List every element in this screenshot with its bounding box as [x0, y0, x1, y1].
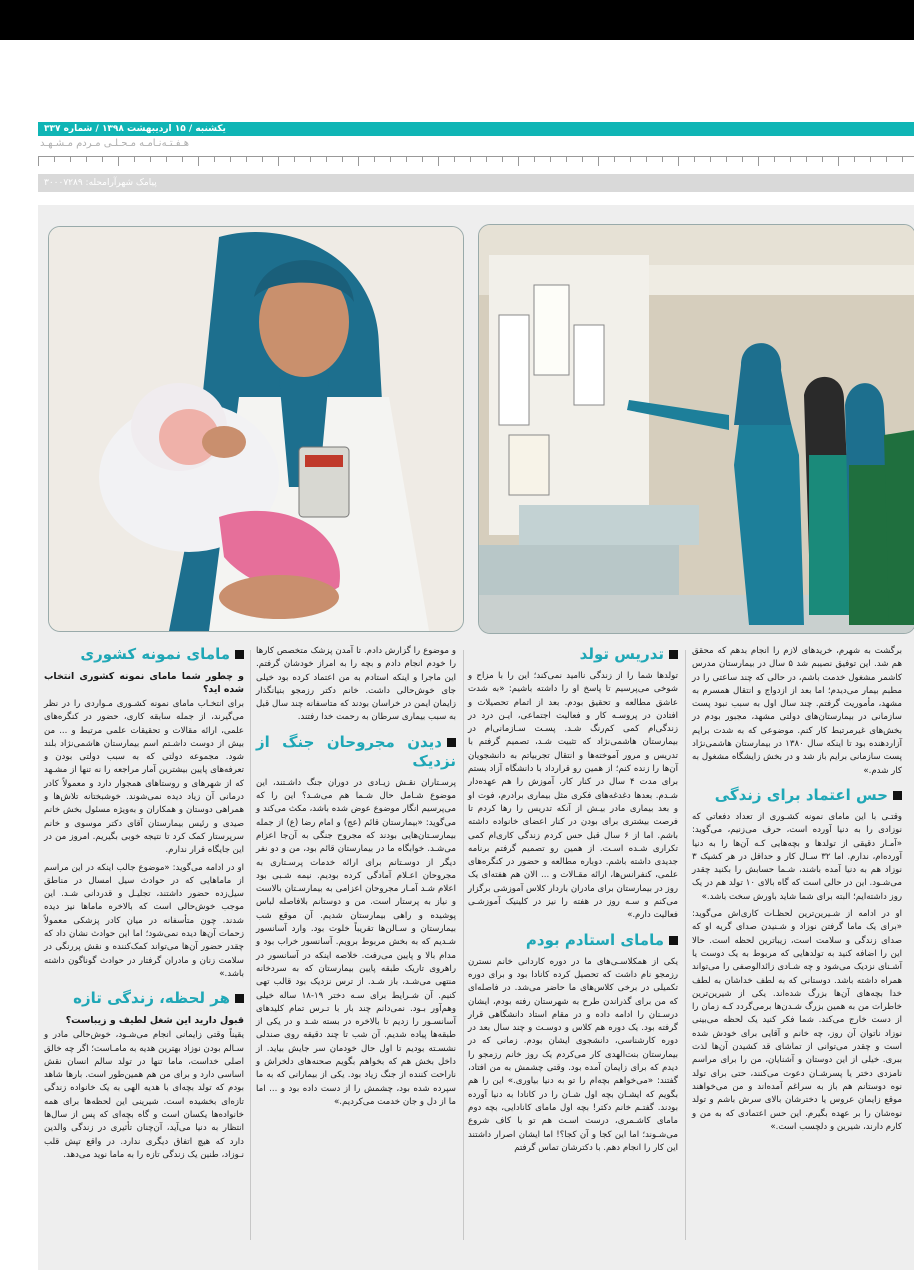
column-divider [685, 650, 686, 1240]
ruler-tick [310, 157, 311, 162]
article-column-1 [692, 645, 902, 1138]
ruler-tick [438, 157, 439, 166]
ruler-tick [566, 157, 567, 162]
ruler-tick [214, 157, 215, 162]
section-heading-teaching [468, 645, 678, 664]
ruler-tick [518, 157, 519, 166]
ruler-tick [838, 157, 839, 166]
ruler-tick [278, 157, 279, 166]
ruler-tick [326, 157, 327, 162]
ruler-tick [406, 157, 407, 162]
ruler-tick [854, 157, 855, 162]
issue-date-line: یکشنبه / ۱۵ اردیبهشت ۱۳۹۸ / شماره ۳۳۷ [44, 124, 226, 134]
ruler-tick [358, 157, 359, 166]
ruler-tick [54, 157, 55, 162]
paragraph: او در ادامه می‌گوید: «موضوع جالب اینکه در این مراسم از ماماهایی که در حوادث سیل امسال در مناطق سیل‌زده حضور داشتند، تجلیـل و قدردانی شـد. این موجب خوش‌حالی است که بالاخره ماماها نیز دیده شدند. چون متأسفانه در میان کادر پزشکی معمولاً زحمات آن‌ها دیده نمی‌شود؛ اما این حوادث نشان داد که چقدر حضور آن‌ها می‌تواند کمک‌کننده و نقش پررنگی در سلامت زنان و مادران گرفتار در حوادث گوناگون داشته باشد.» [44, 862, 244, 979]
corridor-photo-illustration [479, 225, 914, 633]
ruler-tick [598, 157, 599, 166]
ruler-tick [694, 157, 695, 162]
ruler-tick [870, 157, 871, 162]
paragraph: برای انتخـاب مامای نمونه کشـوری مـواردی را در نظر می‌گیرند، از جمله سابقه کاری، حضور در کنگره‌های علمی، ارائه مقالات و تحقیقات علمی مرتبط و ... من بیش از دوست داشـتم اسم بیمارستان هاشمی‌نژاد بلند شود. مجموعه دولتی که به سبب دولتی بودن و تعرفه‌های پایین بیشترین آمار مراجعه را نه تنها از مشـهد که از شهرهای و روستاهای همجوار دارد و معمولاً کادر درمانی آن زیاد دیده نمی‌شوند. خوشبختانه تلاش‌ها و همراهی دوستان و همکاران و به‌ویژه مسئول بخش خانم صیدی و رئیس بیمارستان آقای دکتر موسوی و خانم سرپرستار کمک کرد تا نتیجه خوبی بگیریم. امروز من در این جایگاه قرار ندارم. [44, 699, 244, 856]
ruler-tick [550, 157, 551, 162]
ruler-tick [374, 157, 375, 162]
sms-bar [38, 174, 914, 192]
top-black-bar [0, 0, 914, 40]
ruler-tick [486, 157, 487, 162]
interview-question: قبول دارید این شغل لطیف و زیباست؟ [65, 1015, 244, 1027]
publication-subtitle: هـفـتـه‌نـامـه مـحـلـی مـردم مـشـهـد [40, 138, 190, 149]
paragraph: وقتـی با این مامای نمونه کشـوری از تعداد دفعاتی که نوزادی را به دنیا آورده است، حرف می‌زنیم، می‌گوید: «آمـار دقیقی از تولدها و بچه‌هایی کـه آن‌ها را به دنیا آورده‌ام، ندارم. اما ۳۲ سـال کار و حداقل در هر کشیک ۳ نوزاد هم به دنیا آمده باشند، شـما حسابش را بکنید چقدر می‌شـود. این در حالی است که گاه بالای ۱۰ تولد هم در یک روز داشته‌ایم؛ البته برای شما شاید باورش سخت باشد.» [692, 811, 902, 902]
ruler-tick [886, 157, 887, 162]
ruler-tick [726, 157, 727, 162]
ruler-tick [534, 157, 535, 162]
paragraph: تولدها شما را از زندگی ناامید نمی‌کند؛ این را با مزاح و شوخی می‌پرسیم تا پاسخ او را داشته باشیم: «به شدت عاشق مطالعه و تحقیق بودم. بعد از اتمام تحصیلات و افتادن در پروسـه کار و فعالیت اجتماعی، ایـن درد در زندگی‌ام کمی کم‌رنگ شـد. پسـت سـازمانی‌ام در بیمارستان هاشمی‌نژاد که تثبیت شـد، تصمیم گرفتم با تدریس و مرور آموخته‌ها و انتقال تجربیاتم به دانشجویان آن‌ها را زنده کنم؛ از همین رو قرارداد با دانشگاه آزاد بستم برای مدت ۴ سال در کنار کار، آموزش را هم عهده‌دار شـدم. بعدها دغدغه‌های فکری مثل بیماری برادرم، فوت او و بعد بیماری مادر بیـش از آنکه تدریس را رها کردم تا فرصت بیشتری برای بودن در کنار اعضای خانواده داشته باشم. اما از ۶ سال قبل حس کردم زندگی کاری‌ام کمی تکراری شـده اسـت. از همین رو تصمیم گرفتم برنامه جدیدی داشته باشم. دوباره مطالعه و حضور در کنگره‌های علمی، کنفرانس‌ها، ارائه مقـالات و ... الان هم هفته‌ای یک روز در بیمارستان برای مادران باردار کلاس آموزشی برگزار می‌کنم و سـه روز در هفته را نیز در کلینیک آموزشـی فعالیت دارم.» [468, 671, 678, 921]
section-heading-new-life [44, 989, 244, 1008]
article-column-3 [256, 645, 456, 1113]
newborn-photo-illustration [49, 227, 463, 631]
ruler-tick [582, 157, 583, 162]
bullet-square-icon [235, 994, 244, 1003]
bullet-square-icon [669, 650, 678, 659]
ruler-tick [118, 157, 119, 166]
heading-text: حس اعتماد برای زندگی [714, 785, 888, 804]
paragraph: پرسـتاران نقـش زیـادی در دوران جنگ داشـتند، این موضوع شـامل حال شـما هم می‌شـد؟ این را که می‌پرسیم انگار موضوع عوض شده باشد، مکث می‌کند و می‌گوید: «بیمارستان قائم (عج) و امام رضا (ع) از جمله بیمارسـتان‌هایی بودند که مجروح جنگی به آن‌جا اعزام می‌شـد. خوابگاه ما در بیمارستان قائم بود، من و دو نفر دیگر از دوسـتانم برای ارائه خدمات پرسـتاری به مجروحان اعـلام آمادگی کرده بودیم. نیمه شـبی بود اعلام شـد آمـار مجروحان اعزامی به بیمارسـتان بالاست و نیاز به پرستار است. من و دوستانم بلافاصله لباس پوشیده و راهی بیمارستان شدیم. آن موقع شب بیمارستان و سـالن‌ها تقریباً خلوت بود. وارد آسانسور شـدیم که به بخش مربوط برویم. آسانسور خراب بود و مدام بالا و پایین می‌رفت. خلاصه اینکه در آسانسور در راهروی تاریک طبقه پایین بیمارستان که به سردخانه منتهی می‌شـد، باز شـد. از ترس نزدیک بود قالب تهی کنیم. آن شـرایط برای سـه دختر ۱۹-۱۸ ساله خیلی وهم‌آور بـود. نمی‌دانم چند بار با تـرس تمام کلیدهای آسانسـور را زدیم تا بالاخره در بسته شـد و در یکی از طبقه‌ها پیاده شدیم. آن شب تا چند دقیقه روی صندلی نشسـته بودیم تا اول حال خودمان سر جایش بیاید. از داخل بخش هم که بخواهم بگویم صحنه‌های دلخراش و ناراحت کننده از جنگ زیاد بود. یکی از بیمارانی که به ما سپرده شده بود، چشمش را از دست داده بود و ... اما ما از دل و جان خدمت می‌کردیم.» [256, 777, 457, 1107]
ruler-tick [134, 157, 135, 162]
ruler-tick [294, 157, 295, 162]
photo-midwife-in-corridor [478, 224, 914, 634]
ruler-tick [182, 157, 183, 162]
paragraph: او در ادامه از شـیرین‌ترین لحظـات کاری‌اش می‌گوید: «برای یک ماما گرفتن نوزاد و شـنیدن صدای گریه او که صدای زندگی و سلامت است، زیباترین لحظه است. حالا این را اضافه کنید به تولدهایی که مربوط به یک دوست یا آشـنای نزدیک می‌شود و چه شـادی زائدالوصفی را می‌تواند همراه داشته باشد. دوستانی که به لطف خداشان به لطف خدا بچه‌های آن‌ها بزرگ شده‌اند. یکی از شیرین‌ترین خاطرات من به همین بزرگ شـدن‌ها برمی‌گردد کـه زمان را از دست خارج می‌کند. شما فکر کنید یک لحظه می‌بینی نوزاد ناتوان آن روز، چه خانم و آقایی برای خودش شده است و چقدر می‌توانی از تماشای قد کشیدن آن‌ها لذت ببری. خیلی از این دوستان و آشنایان، من را برای مراسم نامزدی دختر یا پسرشـان دعوت می‌کنند، حتی برای تولد نوه دوستانم هم باز به سراغم آمده‌اند و من می‌خواهند موقع زایمان عروس یا دخترشان بالای سرش باشم و تولد نوه‌شان را بر عهده بگیرم. این حس اعتمادی که به من و کارم دارند، شیرین و دلچسب است.» [692, 909, 902, 1132]
ruler-tick [70, 157, 71, 162]
issue-header-strip [38, 122, 914, 136]
ruler-tick [758, 157, 759, 166]
ruler-tick [390, 157, 391, 162]
ruler-tick [774, 157, 775, 162]
ruler-tick [646, 157, 647, 162]
ruler-tick [806, 157, 807, 162]
bullet-square-icon [235, 650, 244, 659]
section-heading-national-midwife [44, 645, 244, 664]
ruler-tick [614, 157, 615, 162]
header-ruler [38, 156, 914, 167]
article-column-2 [468, 645, 678, 1159]
column-divider [463, 650, 464, 1240]
ruler-tick [902, 157, 903, 162]
paragraph: یقیناً وقتی زایمانی انجام می‌شـود، خوش‌حالی مادر و سـالم بودن نوزاد بهترین هدیه به مامـاست؛ اگر چه خالق اصلی خداست، ماما تنها در تولد سالم انسان نقش اساسی دارد و برای من هم همین‌طور است. بارها شاهد بودم که تولد بچه‌ای با هدیه الهی به یک خانواده زندگی تازه‌ای بخشیده است. شیرینی این لحظه‌ها برای همه خانواده‌ها یکسان است و گاه بچه‌ای که پس از سال‌ها انتظار به دنیا می‌آید، آن‌چنان تأثیری در زندگی والدین دارد که هیچ اتفاق دیگری ندارد. در واقع تپش قلب نـوزاد، طنین یک زندگی تازه را به ماما نوید می‌دهد. [44, 1030, 244, 1160]
heading-text: مامای استادم بودم [525, 930, 664, 949]
ruler-tick [230, 157, 231, 162]
paragraph: یکی از همکلاسـی‌های ما در دوره کاردانی خانم نسترن رزمجو نام داشت که تحصیل کرده کانادا بود و برای دوره تکمیلی در برخی کلاس‌های ما حاضر می‌شد. در فاصله‌ای که من برای گذراندن طرح به شهرستان رفته بودم، ایشان درسـتان را ادامه داده و در مقام استاد دانشگاهی قرار گرفته بود. یک دوره هم کلاس و دوسـت و چند سال بعد در دوره کارشناسی، دانشجوی ایشان بودم. زمانی که در بیمارستان بنت‌الهدی کار می‌کردم یک روز خانم رزمجو را دیدم که برای زایمان آمده بود. وقتی چشمش به من افتاد، گفتند: «می‌خواهم بچه‌ام را تو به دنیا بیاوری.» این را هم بگویم که ایشـان بچه اول شـان را در کانادا به دنیا آورده بودند. گفتـم خانم دکتر! بچه اول مامای کانادایی، بچه دوم مامای کاشـمری، درست اسـت هم تو با کاف شروع می‌شـوند؛ اما این کجا و آن کجا؟! اما ایشان اصرار داشتند این کار را انجام دهم. با دکترشان تماس گرفتم [468, 956, 678, 1153]
ruler-tick [502, 157, 503, 162]
article-column-4 [44, 645, 244, 1166]
ruler-tick [102, 157, 103, 162]
interview-question: و چطور شما مامای نمونه کشوری انتخاب شده اید؟ [44, 671, 244, 695]
ruler-tick [710, 157, 711, 162]
heading-text: دیدن مجروحان جنگ از نزدیک [256, 732, 456, 770]
ruler-tick [150, 157, 151, 162]
ruler-tick [198, 157, 199, 166]
bullet-square-icon [893, 791, 902, 800]
ruler-tick [790, 157, 791, 162]
bullet-square-icon [669, 936, 678, 945]
bullet-square-icon [447, 738, 456, 747]
ruler-tick [470, 157, 471, 162]
ruler-tick [678, 157, 679, 166]
section-heading-teacher-midwife [468, 931, 678, 950]
section-heading-war [256, 733, 456, 771]
ruler-tick [262, 157, 263, 162]
ruler-tick [822, 157, 823, 162]
ruler-tick [342, 157, 343, 162]
ruler-tick [246, 157, 247, 162]
ruler-tick [454, 157, 455, 162]
ruler-tick [630, 157, 631, 162]
section-heading-trust [692, 786, 902, 805]
ruler-tick [86, 157, 87, 162]
ruler-tick [422, 157, 423, 162]
heading-text: هر لحظه، زندگی تازه [73, 989, 230, 1008]
ruler-tick [662, 157, 663, 162]
column-divider [250, 650, 251, 1240]
sms-number: پیامک شهرآرامحله: ۳۰۰۰۷۲۸۹ [44, 178, 157, 188]
ruler-tick [166, 157, 167, 162]
heading-text: مامای نمونه کشوری [80, 645, 230, 663]
paragraph: برگشت به شهرم، خریدهای لازم را انجام بدهم که محقق هم شد. این توفیق نصیبم شد ۵ سال در بیمارستان مدرس کاشمر مشغول خدمت باشم، در حالی که چند ساعتی را در مطبم بیمار می‌دیدم؛ اما بعد از ازدواج و انتقال همسرم به مشهد، مأموریت گرفتم. چند سال اول به سبب نبود پست سازمانی در بیمارستان‌های دولتی مشهد، مجبور بودم در بخش‌های غیرمرتبط کار کنم. موضوعی که به شدت برایم آزاردهنده بود تا اینکه سال ۱۳۸۰ در بیمارستان هاشمی‌نژاد پست سازمانی برایم باز شد و در بخش زایشگاه مشغول به کار شدم.» [692, 646, 902, 776]
paragraph: و موضوع را گزارش دادم. تا آمدن پزشک متخصص کارها را خودم انجام دادم و بچه را به امراز خودشان گرفتم. این ماجرا و اینکه استادم به من اعتماد کرده بود خیلی جای خوش‌حالی داشت. خانم دکتر رزمجو بنیانگذار زایمان ایمن در خراسان بودند که متاسفانه چند سال قبل به سبب بیماری سرطان به رحمت خدا رفتند. [256, 646, 456, 723]
ruler-tick [742, 157, 743, 162]
photo-midwife-with-newborn [48, 226, 464, 632]
heading-text: تدریس تولد [579, 645, 664, 663]
ruler-tick [38, 157, 39, 166]
